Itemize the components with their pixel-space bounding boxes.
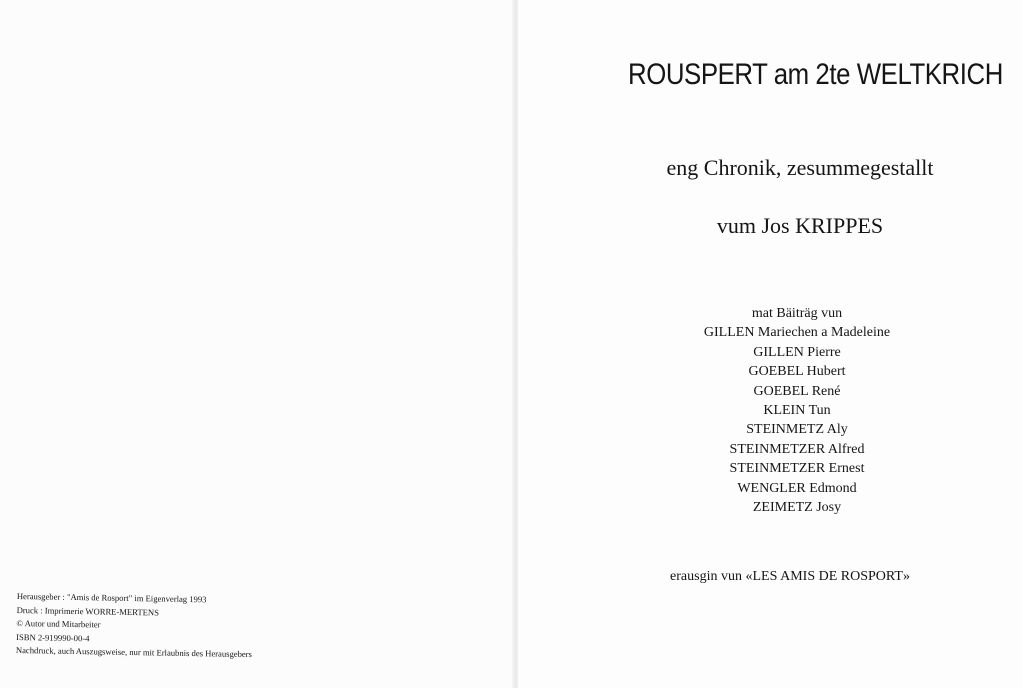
contributor-name: STEINMETZ Aly (746, 422, 848, 438)
book-subtitle: eng Chronik, zesummegestallt (666, 155, 934, 180)
contributor-name: GOEBEL René (753, 383, 841, 399)
imprint-block (16, 590, 317, 663)
contributor-name: GOEBEL Hubert (748, 364, 846, 380)
imprint-printer: Druck : Imprimerie WORRE-MERTENS (16, 604, 160, 617)
contributor-name: STEINMETZER Ernest (729, 461, 865, 477)
contributor-name: GILLEN Mariechen a Madeleine (703, 325, 891, 341)
book-title: ROUSPERT am 2te WELTKRICH (628, 58, 1003, 91)
imprint-reprint-notice: Nachdruck, auch Auszugsweise, nur mit Erlaubnis des Herausgebers (15, 644, 253, 660)
publisher-line: erausgin vun «LES AMIS DE ROSPORT» (670, 569, 910, 584)
imprint-copyright: © Autor und Mitarbeiter (16, 617, 101, 630)
imprint-isbn: ISBN 2-919990-00-4 (16, 631, 90, 643)
contributors-list (647, 304, 947, 517)
contributors-intro: mat Bäiträg vun (751, 306, 843, 321)
contributor-name: WENGLER Edmond (737, 480, 857, 496)
imprint-publisher: Herausgeber : "Amis de Rosport" im Eigenverlag 1993 (16, 590, 207, 605)
book-author: vum Jos KRIPPES (716, 213, 884, 238)
contributor-name: KLEIN Tun (763, 403, 831, 419)
contributor-name: STEINMETZER Alfred (729, 441, 865, 457)
contributor-name: GILLEN Pierre (753, 344, 841, 360)
contributor-name: ZEIMETZ Josy (752, 500, 842, 516)
